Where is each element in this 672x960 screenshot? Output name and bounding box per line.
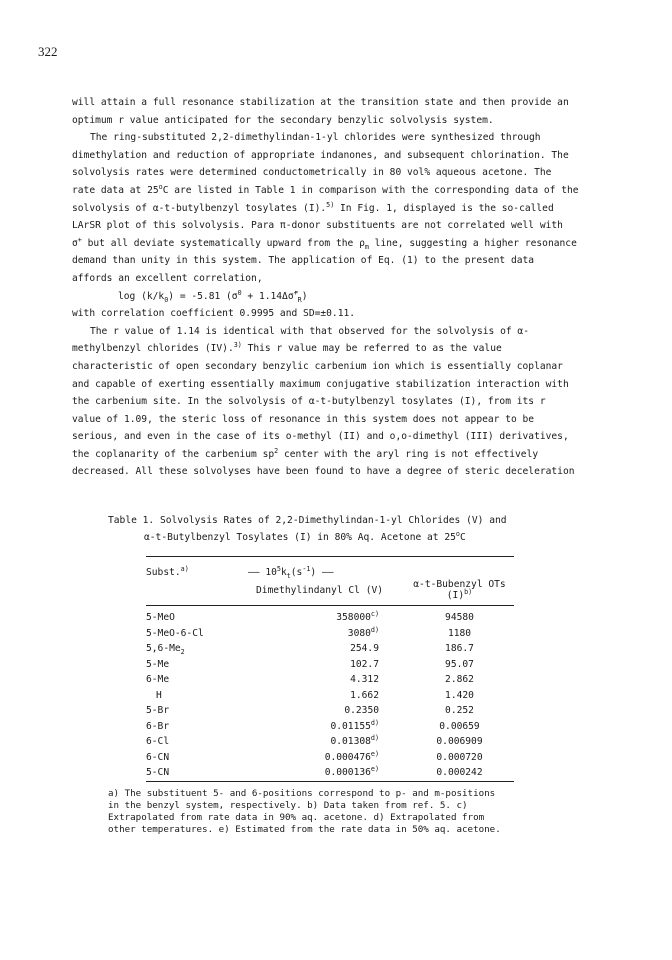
footnote-mark: e) [370, 749, 379, 758]
rate-value: 0.000136 [324, 767, 371, 779]
footnote-line: a) The substituent 5- and 6-positions correspond to p- and m-positions [108, 787, 496, 799]
text-line: serious, and even in the case of its o-methyl (II) and o,o-dimethyl (III) derivatives, [72, 431, 569, 443]
table-row [146, 703, 514, 719]
subst-cell: 6-CN [146, 751, 170, 763]
rate-value: 3080 [347, 627, 371, 639]
text-fragment: C [459, 532, 466, 543]
table-row [146, 657, 514, 673]
text-fragment: α-t-Butylbenzyl Tosylates (I) in 80% Aq. Acetone at 25 [144, 532, 456, 543]
text-fragment: This r value may be referred to as the value [241, 343, 502, 355]
subst-cell: 6-Br [146, 720, 170, 732]
rate-value: 1.662 [350, 689, 379, 701]
subst-cell [146, 641, 234, 657]
table-row [146, 672, 514, 688]
table-caption [108, 512, 558, 546]
rate-v-cell [234, 688, 405, 704]
table-header-row [146, 557, 514, 580]
text-fragment: C are listed in Table 1 in comparison with the corresponding data of the [162, 184, 579, 196]
header-text: Subst. [146, 566, 181, 578]
rate-value: 358000 [336, 612, 371, 624]
rate-v-cell [234, 765, 405, 781]
text-line [72, 200, 554, 214]
rate-i-cell: 1180 [447, 627, 472, 639]
superscript: 2 [274, 446, 279, 455]
superscript: 0 [237, 288, 242, 297]
footnote-line: Extrapolated from rate data in 90% aq. acetone. d) Extrapolated from [108, 811, 485, 823]
rate-value: 0.01155 [330, 720, 371, 732]
paragraph-2 [72, 129, 616, 287]
superscript: + [293, 288, 298, 297]
reference-mark: 5) [326, 200, 335, 209]
superscript: + [77, 235, 82, 244]
rate-i-cell: 186.7 [445, 643, 474, 655]
rate-i-cell: 0.00659 [439, 720, 480, 732]
rate-v-cell [234, 672, 405, 688]
footnote-line: other temperatures. e) Estimated from the rate data in 50% aq. acetone. [108, 823, 501, 835]
rate-value: 0.000476 [324, 751, 371, 763]
footnote-mark: e) [370, 765, 379, 774]
equation-1 [72, 288, 616, 306]
text-fragment: center with the aryl ring is not effectively [278, 448, 539, 460]
text-fragment: (s [290, 566, 303, 578]
text-line: demand than unity in this system. The application of Eq. (1) to the present data [72, 255, 535, 267]
table-row [146, 688, 514, 704]
text-line [72, 343, 502, 354]
header-units [234, 557, 514, 580]
rate-v-cell [234, 750, 405, 766]
equation-part: log (k/k [118, 290, 165, 302]
rate-i-cell: 0.252 [445, 705, 474, 717]
table-footnotes [108, 788, 550, 836]
footnote-mark: d) [370, 734, 379, 743]
rate-i-cell: 2.862 [445, 674, 474, 686]
caption-line: Table 1. Solvolysis Rates of 2,2-Dimethylindan-1-yl Chlorides (V) and [108, 515, 507, 526]
equation-part: + 1.14Δσ̄ [241, 290, 294, 302]
subst-cell: 6-Cl [146, 736, 170, 748]
header-col-i [405, 579, 514, 606]
body-text [72, 94, 616, 481]
rate-value: 4.312 [350, 674, 379, 686]
rate-value: 102.7 [350, 658, 379, 670]
page-number: 322 [38, 44, 58, 59]
text-line: solvolysis rates were determined conductometrically in 80 vol% aqueous acetone. The [72, 167, 552, 179]
superscript: o [455, 529, 460, 538]
subst-cell: 5-Br [146, 705, 170, 717]
superscript: -1 [302, 564, 311, 573]
text-fragment: the coplanarity of the carbenium sp [72, 448, 275, 460]
footnote-line: in the benzyl system, respectively. b) Data taken from ref. 5. c) [108, 799, 468, 811]
rate-value: 0.2350 [344, 705, 379, 717]
table-row [146, 734, 514, 750]
table-row [146, 606, 514, 626]
caption-line [108, 529, 466, 543]
rate-v-cell [234, 734, 405, 750]
table-1 [108, 512, 558, 836]
text-fragment: but all deviate systematically upward from the ρ [81, 237, 365, 249]
text-fragment: σ [72, 237, 78, 249]
footnote-mark: d) [370, 625, 379, 634]
footnote-mark: a) [180, 564, 189, 573]
rate-v-cell [234, 626, 405, 642]
text-line [72, 235, 577, 251]
header-col-v: Dimethylindanyl Cl (V) [234, 579, 405, 606]
text-line: will attain a full resonance stabilization at the transition state and then provide an [72, 97, 569, 108]
subst-cell: 5-MeO-6-Cl [146, 627, 204, 639]
footnote-mark: c) [370, 610, 379, 619]
header-text: α-t-Bubenzyl OTs (I) [413, 579, 506, 601]
text-line: optimum r value anticipated for the secondary benzylic solvolysis system. [72, 114, 494, 126]
text-fragment: rate data at 25 [72, 184, 159, 196]
text-line: and capable of exerting essentially maximum conjugative stabilization interaction with [72, 378, 569, 390]
table-row [146, 750, 514, 766]
rate-v-cell [234, 719, 405, 735]
reference-mark: 3) [233, 341, 242, 350]
rate-i-cell: 0.000242 [405, 765, 514, 781]
subst-cell: 5-MeO [146, 612, 175, 624]
subst-cell: 5-Me [146, 658, 170, 670]
subst-cell: 6-Me [146, 674, 170, 686]
footnote-mark: d) [370, 718, 379, 727]
header-subst [146, 557, 234, 580]
rate-value: 254.9 [350, 643, 379, 655]
rate-v-cell [234, 606, 405, 626]
subscript: t [286, 571, 291, 580]
text-line: decreased. All these solvolyses have been found to have a degree of steric deceleration [72, 466, 575, 478]
rate-i-cell: 1.420 [445, 689, 474, 701]
text-fragment: 5,6-Me [146, 643, 181, 655]
rate-i-cell: 0.000720 [436, 751, 483, 763]
text-fragment: In Fig. 1, displayed is the so-called [334, 202, 554, 214]
text-line: dimethylation and reduction of appropriate indanones, and subsequent chlorination. The [72, 149, 569, 161]
table-row [146, 641, 514, 657]
correlation-line: with correlation coefficient 0.9995 and SD=±0.11. [72, 308, 356, 320]
text-fragment: methylbenzyl chlorides (IV). [72, 343, 234, 355]
superscript: 5 [276, 564, 281, 573]
text-line: The r value of 1.14 is identical with that observed for the solvolysis of α- [90, 325, 529, 337]
table-row [146, 626, 514, 642]
text-fragment: line, suggesting a higher resonance [368, 237, 577, 249]
subscript: 2 [180, 648, 185, 657]
rate-i-cell: 0.006909 [436, 736, 483, 748]
superscript: o [158, 182, 163, 191]
rate-i-cell: 95.07 [445, 658, 474, 670]
paragraph-1 [72, 94, 616, 129]
text-fragment: —— 10 [248, 566, 277, 578]
text-fragment: solvolysis of α-t-butylbenzyl tosylates (I). [72, 202, 327, 214]
rate-i-cell: 94580 [445, 612, 474, 624]
table-header-row [146, 579, 514, 606]
subscript: R [297, 295, 302, 304]
text-line [72, 182, 579, 196]
rate-v-cell [234, 703, 405, 719]
text-fragment: k [280, 566, 287, 578]
text-line: affords an excellent correlation, [72, 272, 263, 284]
text-line: value of 1.09, the steric loss of resonance in this system does not appear to be [72, 413, 535, 425]
header-empty [146, 579, 234, 606]
text-line: characteristic of open secondary benzylic carbenium ion which is essentially coplanar [72, 360, 563, 372]
subscript: m [364, 242, 369, 251]
rate-v-cell [234, 657, 405, 673]
text-line: The ring-substituted 2,2-dimethylindan-1-yl chlorides were synthesized through [90, 132, 541, 144]
subst-cell: 5-CN [146, 765, 234, 781]
text-line: the carbenium site. In the solvolysis of α-t-butylbenzyl tosylates (I), from its r [72, 396, 546, 408]
rate-table [146, 556, 514, 782]
text-fragment: ) —— [310, 566, 334, 578]
equation-part: ) [301, 290, 308, 302]
paragraph-3 [72, 323, 616, 481]
rate-v-cell [234, 641, 405, 657]
rate-value: 0.01308 [330, 736, 371, 748]
text-line [72, 446, 539, 460]
subscript: 0 [164, 295, 169, 304]
equation-part: ) = -5.81 (σ [168, 290, 238, 302]
text-line: LArSR plot of this solvolysis. Para π-donor substituents are not correlated well with [72, 220, 563, 232]
table-row [146, 719, 514, 735]
table-row [146, 765, 514, 781]
footnote-mark: b) [464, 587, 473, 596]
subst-cell: H [156, 689, 162, 701]
